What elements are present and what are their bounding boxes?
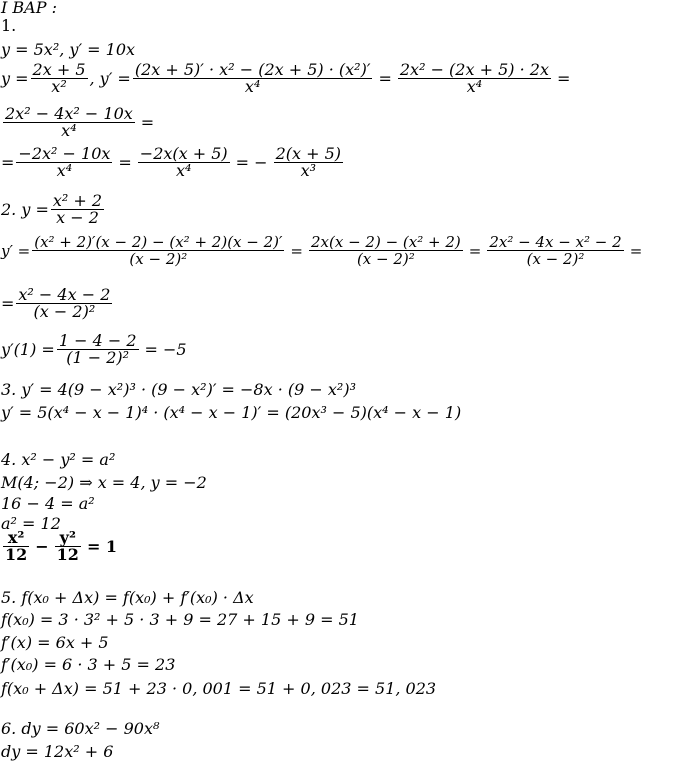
numerator: 2x + 5 [32,60,86,79]
problem-1-line-4 [1,146,345,179]
equals: = [118,153,132,172]
text: 2. y = [1,200,49,219]
problem-4-line-3: 16 − 4 = a² [1,494,95,513]
fraction [16,146,112,179]
equals: = [468,241,482,260]
denominator: (1 − 2)² [57,349,139,366]
problem-2-line-1 [1,193,106,226]
fraction [3,530,29,563]
denominator: (x − 2)² [16,303,112,320]
fraction [309,234,463,267]
equals: = [556,69,571,88]
problem-5-line-2: f(x₀) = 3 · 3² + 5 · 3 + 9 = 27 + 15 + 9 = 51 [1,610,359,629]
fraction [398,62,551,95]
equals: = [378,69,392,88]
equals: = [1,153,15,172]
fraction [51,193,104,226]
equals: = [290,241,303,260]
fraction [55,530,81,563]
fraction [32,234,284,267]
minus: − [35,537,49,556]
numerator: 2x² − 4x − x² − 2 [489,233,622,251]
numerator: −2x² − 10x [18,144,111,163]
problem-6-line-2: dy = 12x² + 6 [1,742,114,761]
equals: = [140,113,155,132]
text: y = [1,69,29,88]
problem-2-line-4 [1,333,191,366]
equals: = [1,294,15,313]
text: = −5 [144,340,187,359]
problem-5-line-4: f′(x₀) = 6 · 3 + 5 = 23 [1,655,176,674]
fraction [3,106,135,139]
denominator: x⁴ [398,78,551,95]
denominator: x⁴ [3,122,135,139]
header-label: I BAP : [1,0,57,17]
numerator: 2x(x − 2) − (x² + 2) [311,233,461,251]
denominator: x⁴ [138,162,230,179]
problem-4-result [1,530,121,563]
problem-1-line-2 [1,62,574,95]
numerator: 1 − 4 − 2 [58,331,137,350]
numerator: x² + 2 [52,191,103,210]
problem-1-line-1: y = 5x², y′ = 10x [1,40,136,59]
problem-6-line-1: 6. dy = 60x² − 90x⁸ [1,719,160,738]
problem-5-line-5: f(x₀ + Δx) = 51 + 23 · 0, 001 = 51 + 0, 023 = 51, 023 [1,679,437,698]
denominator: x³ [274,162,343,179]
numerator: 2(x + 5) [275,144,342,163]
denominator: (x − 2)² [309,250,463,267]
text: = 1 [86,537,118,556]
numerator: 2x² − (2x + 5) · 2x [399,60,549,79]
equals: = [629,241,643,260]
denominator: 12 [56,545,79,564]
denominator: x⁴ [133,78,373,95]
equals-minus: = − [235,153,268,172]
denominator: (x − 2)² [487,250,623,267]
text: y′(1) = [1,340,55,359]
fraction [57,333,139,366]
denominator: x² [31,78,88,95]
fraction [133,62,373,95]
text: y′ = [1,241,31,260]
fraction [31,62,88,95]
numerator: −2x(x + 5) [139,144,228,163]
problem-5-line-1: 5. f(x₀ + Δx) = f(x₀) + f′(x₀) · Δx [1,588,254,607]
problem-2-line-3 [1,287,114,320]
numerator: 2x² − 4x² − 10x [5,104,133,123]
numerator: (2x + 5)′ · x² − (2x + 5) · (x²)′ [134,60,371,79]
fraction [274,146,343,179]
problem-1-number: 1. [1,16,17,35]
problem-1-line-3 [1,106,158,139]
numerator: x² − 4x − 2 [18,285,111,304]
problem-4-line-4: a² = 12 [1,514,61,533]
problem-3-line-2: y′ = 5(x⁴ − x − 1)⁴ · (x⁴ − x − 1)′ = (20x³ − 5)(x⁴ − x − 1) [1,403,462,422]
numerator: x² [7,528,25,547]
denominator: x − 2 [51,209,104,226]
denominator: 12 [5,545,28,564]
text: , y′ = [89,69,131,88]
fraction [16,287,112,320]
problem-4-line-1: 4. x² − y² = a² [1,450,116,469]
problem-2-line-2 [1,234,646,267]
denominator: x⁴ [16,162,112,179]
numerator: (x² + 2)′(x − 2) − (x² + 2)(x − 2)′ [34,233,283,251]
denominator: (x − 2)² [32,250,284,267]
fraction [487,234,623,267]
numerator: y² [59,528,76,547]
problem-3-line-1: 3. y′ = 4(9 − x²)³ · (9 − x²)′ = −8x · (9 − x²)³ [1,380,356,399]
fraction [138,146,230,179]
problem-5-line-3: f′(x) = 6x + 5 [1,633,109,652]
problem-4-line-2: M(4; −2) ⇒ x = 4, y = −2 [1,473,207,492]
